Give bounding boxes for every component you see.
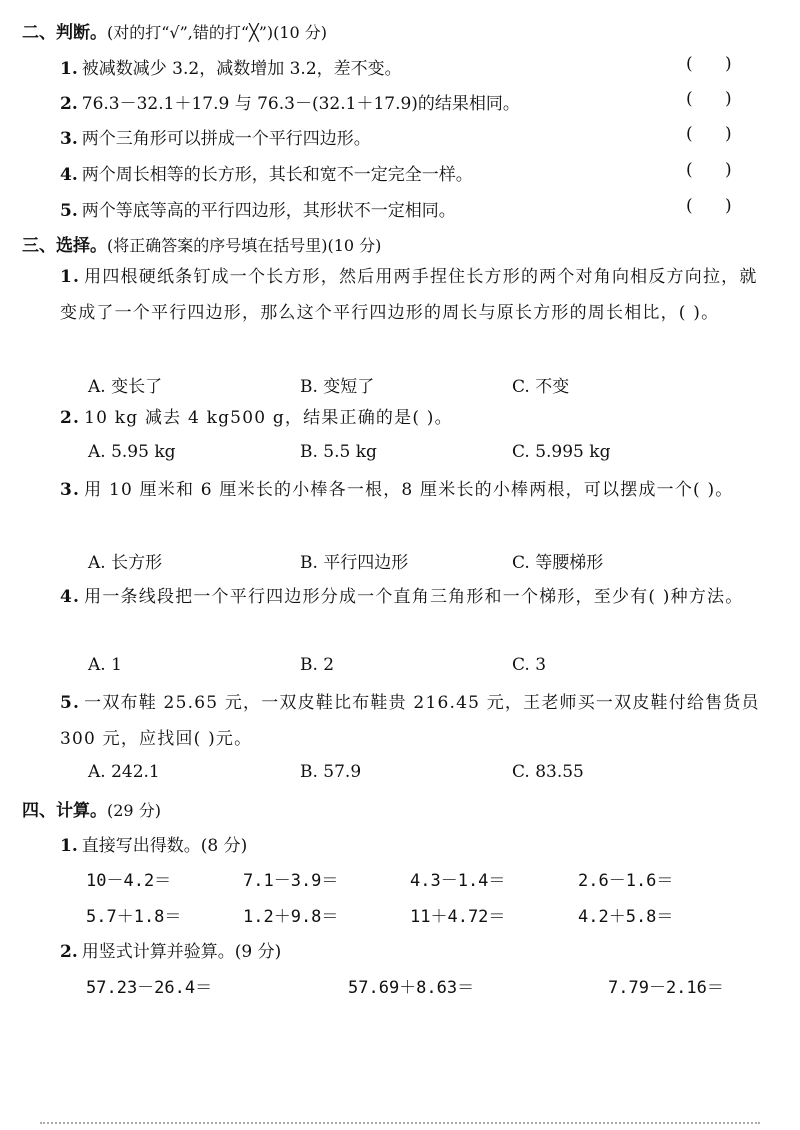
choice-4-option-c[interactable]: C. 3 <box>512 655 547 675</box>
judge-item-number: 2. <box>60 94 78 114</box>
judge-answer-blank-2[interactable]: ( ) <box>686 89 732 109</box>
choice-5-option-a[interactable]: A. 242.1 <box>88 762 160 782</box>
section-calc-heading: 四、计算。 <box>22 801 107 821</box>
choice-question-number: 5. <box>60 693 81 713</box>
choice-question-text: 一双布鞋 25.65 元，一双皮鞋比布鞋贵 216.45 元，王老师买一双皮鞋付给售货员 300 元，应找回( )元。 <box>60 693 760 749</box>
vertical-calc-3[interactable]: 7.79－2.16＝ <box>608 978 724 998</box>
choice-3-option-a[interactable]: A. 长方形 <box>88 553 163 573</box>
choice-2-option-c[interactable]: C. 5.995 kg <box>512 442 611 462</box>
oral-calc-1[interactable]: 10－4.2＝ <box>86 871 172 891</box>
choice-4-option-b[interactable]: B. 2 <box>300 655 335 675</box>
section-choice-heading: 三、选择。 <box>22 236 107 256</box>
judge-answer-blank-5[interactable]: ( ) <box>686 196 732 216</box>
section-judge-heading: 二、判断。 <box>22 23 107 43</box>
judge-item-number: 1. <box>60 59 78 79</box>
oral-calc-6[interactable]: 1.2＋9.8＝ <box>243 907 339 927</box>
choice-question-number: 1. <box>60 267 81 287</box>
judge-item-2 <box>60 89 520 114</box>
choice-question-3 <box>60 472 760 508</box>
choice-1-option-a[interactable]: A. 变长了 <box>88 377 163 397</box>
judge-item-number: 5. <box>60 201 78 221</box>
choice-2-option-b[interactable]: B. 5.5 kg <box>300 442 377 462</box>
section-choice-note: (将正确答案的序号填在括号里)(10 分) <box>107 236 382 255</box>
judge-answer-blank-4[interactable]: ( ) <box>686 160 732 180</box>
judge-item-text: 76.3－32.1＋17.9 与 76.3－(32.1＋17.9)的结果相同。 <box>81 94 520 114</box>
judge-item-text: 两个等底等高的平行四边形，其形状不一定相同。 <box>81 201 456 221</box>
oral-calc-3[interactable]: 4.3－1.4＝ <box>410 871 506 891</box>
oral-calc-7[interactable]: 11＋4.72＝ <box>410 907 506 927</box>
choice-4-option-a[interactable]: A. 1 <box>88 655 122 675</box>
choice-2-option-a[interactable]: A. 5.95 kg <box>88 442 176 462</box>
choice-question-text: 用 10 厘米和 6 厘米长的小棒各一根，8 厘米长的小棒两根，可以摆成一个( )。 <box>84 480 734 500</box>
judge-item-4 <box>60 160 473 185</box>
choice-question-1 <box>60 259 760 331</box>
choice-question-number: 4. <box>60 587 81 607</box>
choice-1-option-b[interactable]: B. 变短了 <box>300 377 375 397</box>
choice-1-option-c[interactable]: C. 不变 <box>512 377 570 397</box>
judge-answer-blank-1[interactable]: ( ) <box>686 54 732 74</box>
judge-answer-blank-3[interactable]: ( ) <box>686 124 732 144</box>
choice-question-number: 3. <box>60 480 81 500</box>
choice-question-text: 10 kg 减去 4 kg500 g，结果正确的是( )。 <box>84 408 453 428</box>
section-calc-note: (29 分) <box>107 801 161 820</box>
calc-part-text: 直接写出得数。(8 分) <box>81 836 248 856</box>
section-judge-title <box>22 18 327 43</box>
judge-item-number: 3. <box>60 129 78 149</box>
section-judge-note: (对的打“√”,错的打“╳”)(10 分) <box>107 23 328 42</box>
choice-question-5 <box>60 685 760 757</box>
choice-question-text: 用四根硬纸条钉成一个长方形，然后用两手捏住长方形的两个对角向相反方向拉，就变成了一个平行四边形，那么这个平行四边形的周长与原长方形的周长相比，( )。 <box>60 267 758 323</box>
section-choice-title <box>22 231 381 256</box>
choice-3-option-b[interactable]: B. 平行四边形 <box>300 553 409 573</box>
calc-part-1-heading <box>60 831 247 856</box>
choice-5-option-c[interactable]: C. 83.55 <box>512 762 584 782</box>
judge-item-text: 被减数减少 3.2，减数增加 3.2，差不变。 <box>81 59 402 79</box>
oral-calc-8[interactable]: 4.2＋5.8＝ <box>578 907 674 927</box>
judge-item-1 <box>60 54 402 79</box>
choice-question-2 <box>60 400 760 436</box>
calc-part-2-heading <box>60 937 281 962</box>
vertical-calc-1[interactable]: 57.23－26.4＝ <box>86 978 213 998</box>
calc-part-number: 2. <box>60 942 78 962</box>
choice-question-4 <box>60 579 760 615</box>
vertical-calc-2[interactable]: 57.69＋8.63＝ <box>348 978 475 998</box>
calc-part-text: 用竖式计算并验算。(9 分) <box>81 942 282 962</box>
choice-question-number: 2. <box>60 408 81 428</box>
oral-calc-5[interactable]: 5.7＋1.8＝ <box>86 907 182 927</box>
section-calc-title <box>22 796 161 821</box>
calc-part-number: 1. <box>60 836 78 856</box>
judge-item-number: 4. <box>60 165 78 185</box>
judge-item-text: 两个周长相等的长方形，其长和宽不一定完全一样。 <box>81 165 473 185</box>
judge-item-3 <box>60 124 371 149</box>
judge-item-5 <box>60 196 456 221</box>
choice-5-option-b[interactable]: B. 57.9 <box>300 762 362 782</box>
judge-item-text: 两个三角形可以拼成一个平行四边形。 <box>81 129 371 149</box>
oral-calc-2[interactable]: 7.1－3.9＝ <box>243 871 339 891</box>
choice-3-option-c[interactable]: C. 等腰梯形 <box>512 553 604 573</box>
page-bottom-rule <box>40 1122 760 1124</box>
choice-question-text: 用一条线段把一个平行四边形分成一个直角三角形和一个梯形，至少有( )种方法。 <box>84 587 744 607</box>
oral-calc-4[interactable]: 2.6－1.6＝ <box>578 871 674 891</box>
